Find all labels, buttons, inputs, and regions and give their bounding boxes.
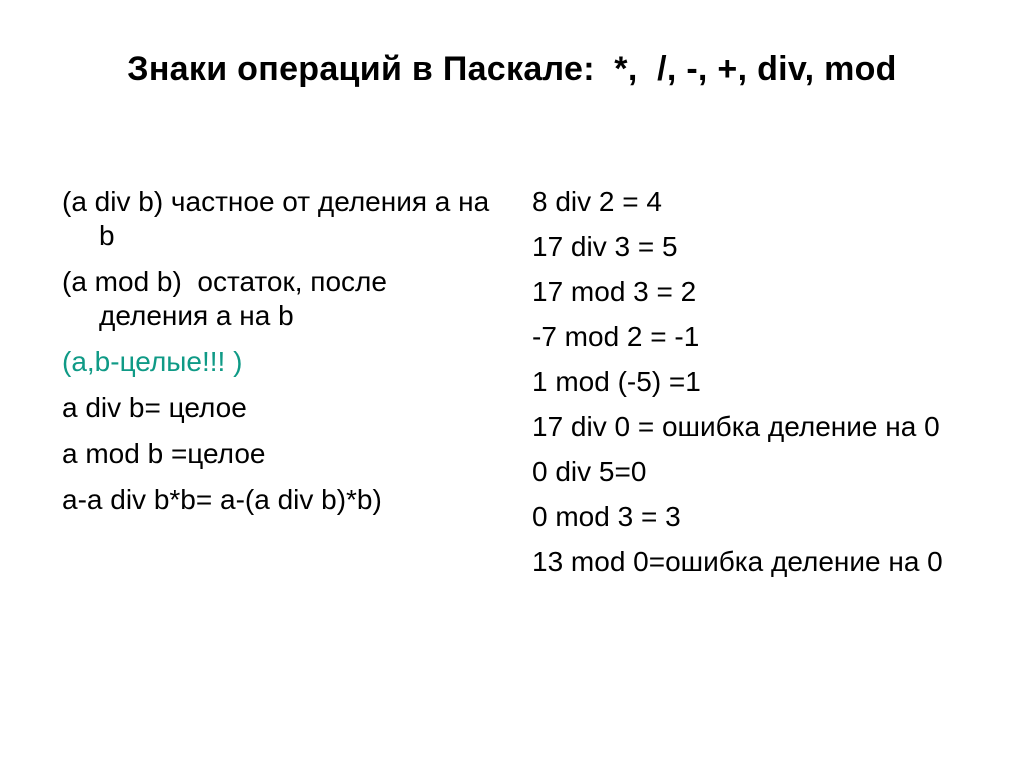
left-item-formula: a-a div b*b= a-(a div b)*b)	[62, 484, 382, 515]
example-17-div-3: 17 div 3 = 5	[532, 231, 678, 262]
example-17-div-0: 17 div 0 = ошибка деление на 0	[532, 411, 940, 442]
example-17-mod-3: 17 mod 3 = 2	[532, 276, 697, 307]
right-column	[532, 185, 992, 590]
left-item-remainder: (a mod b) остаток, после деления а на b	[62, 266, 395, 331]
left-column	[62, 185, 497, 529]
example-neg7-mod-2: -7 mod 2 = -1	[532, 321, 700, 352]
left-item-mod-integer: a mod b =целое	[62, 438, 266, 469]
left-item-div-integer: a div b= целое	[62, 392, 247, 423]
example-0-div-5: 0 div 5=0	[532, 456, 647, 487]
left-item-quotient: (a div b) частное от деления а на b	[62, 186, 497, 251]
slide-title: Знаки операций в Паскале: *, /, -, +, div, mod	[127, 50, 897, 88]
example-8-div-2: 8 div 2 = 4	[532, 186, 662, 217]
example-13-mod-0: 13 mod 0=ошибка деление на 0	[532, 546, 943, 577]
example-1-mod-neg5: 1 mod (-5) =1	[532, 366, 701, 397]
example-0-mod-3: 0 mod 3 = 3	[532, 501, 681, 532]
left-item-integers-note: (а,b-целые!!! )	[62, 346, 243, 377]
